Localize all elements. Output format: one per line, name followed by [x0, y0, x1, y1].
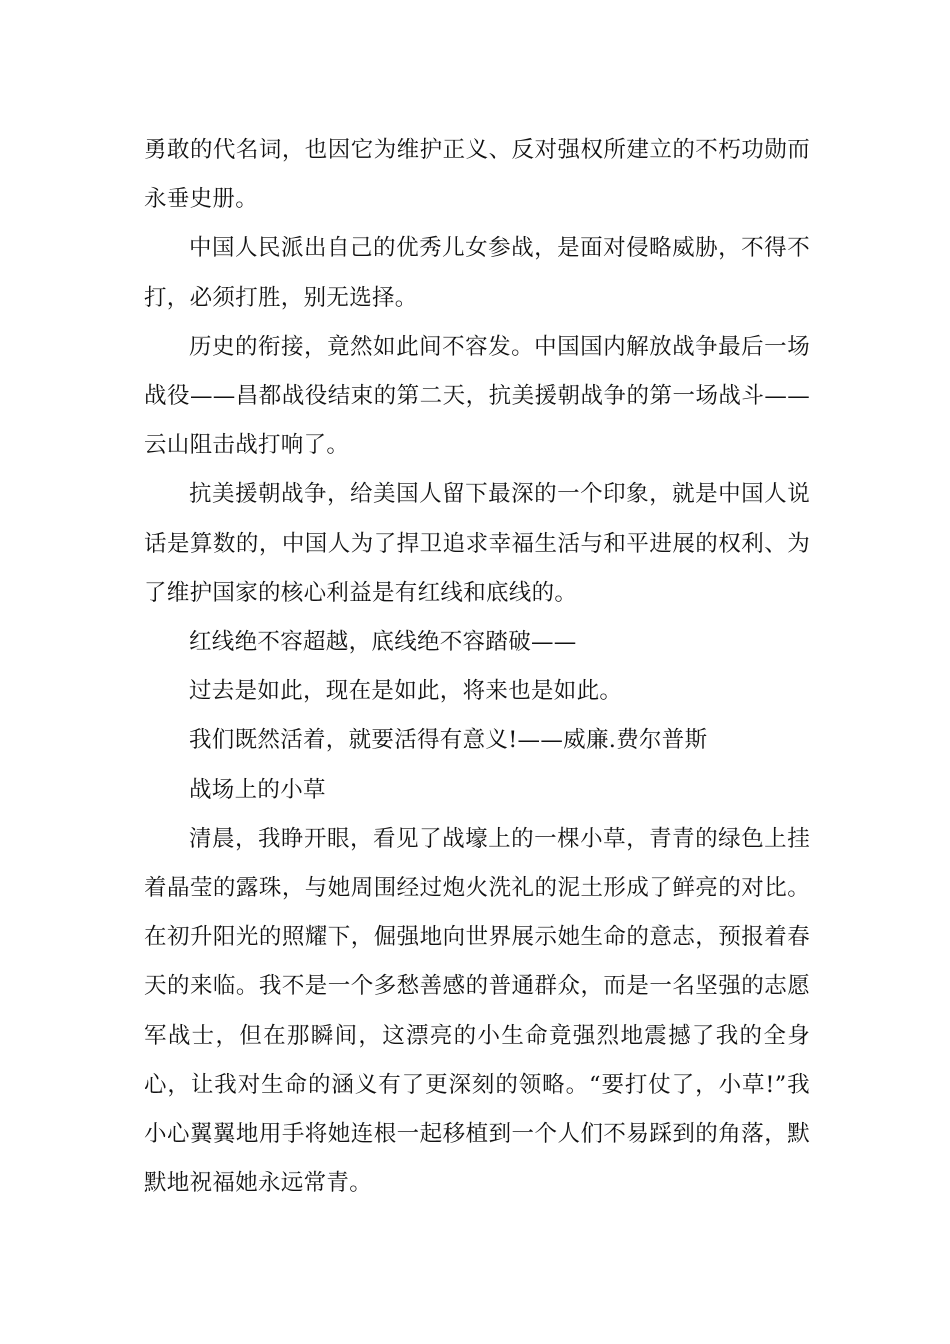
paragraph-6: 过去是如此，现在是如此，将来也是如此。 — [189, 678, 623, 705]
paragraph-9: 清晨，我睁开眼，看见了战壕上的一棵小草，青青的绿色上挂着晶莹的露珠，与她周围经过炮火洗礼的泥土形成了鲜亮的对比。在初升阳光的照耀下，倔强地向世界展示她生命的意志，预报着春天的来临。我不是一个多愁善感的普通群众，而是一名坚强的志愿军战士，但在那瞬间，这漂亮的小生命竟强烈地震撼了我的全身心，让我对生命的涵义有了更深刻的领略。“要打仗了，小草!”我小心翼翼地用手将她连根一起移植到一个人们不易踩到的角落，默默地祝福她永远常青。 — [144, 825, 810, 1197]
paragraph-2: 中国人民派出自己的优秀儿女参战，是面对侵略威胁，不得不打，必须打胜，别无选择。 — [144, 235, 810, 311]
paragraph-5: 红线绝不容超越，底线绝不容踏破—— — [189, 629, 577, 656]
section-title: 战场上的小草 — [189, 776, 326, 803]
quote-line: 我们既然活着，就要活得有意义!——威廉.费尔普斯 — [189, 727, 708, 754]
document-body — [144, 126, 810, 1208]
paragraph-4: 抗美援朝战争，给美国人留下最深的一个印象，就是中国人说话是算数的，中国人为了捍卫追求幸福生活与和平进展的权利、为了维护国家的核心利益是有红线和底线的。 — [144, 481, 810, 606]
paragraph-3: 历史的衔接，竟然如此间不容发。中国国内解放战争最后一场战役——昌都战役结束的第二天，抗美援朝战争的第一场战斗——云山阻击战打响了。 — [144, 333, 810, 459]
paragraph-1: 勇敢的代名词，也因它为维护正义、反对强权所建立的不朽功勋而永垂史册。 — [144, 137, 810, 213]
